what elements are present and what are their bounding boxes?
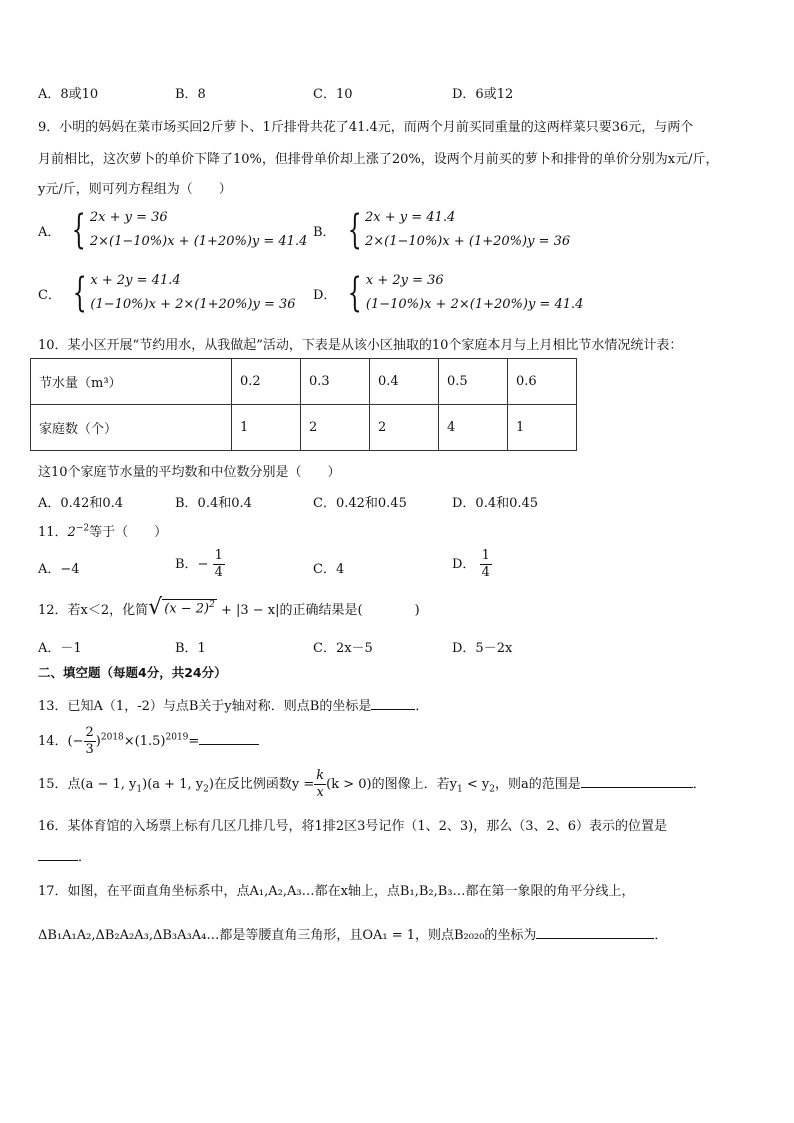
q10-question: 这10个家庭节水量的平均数和中位数分别是（ ） <box>38 465 341 480</box>
answer-blank[interactable] <box>371 695 415 710</box>
table-cell: 2 <box>370 405 439 451</box>
q11-options <box>38 548 758 588</box>
q10-option-d: D．0.4和0.45 <box>452 496 539 511</box>
q12-option-d: D．5－2x <box>452 641 513 656</box>
q9-b-eq1: 2x + y = 41.4 <box>365 210 456 225</box>
q8-option-b: B．8 <box>175 87 206 102</box>
table-cell: 1 <box>508 405 577 451</box>
q8-option-d: D．6或12 <box>452 87 514 102</box>
q12-option-c: C．2x－5 <box>313 641 373 656</box>
table-cell: 4 <box>439 405 508 451</box>
q9-b-eq2: 2×(1−10%)x + (1+20%)y = 36 <box>365 234 571 249</box>
answer-blank[interactable] <box>536 924 654 939</box>
answer-blank[interactable] <box>581 773 693 788</box>
brace-icon: { <box>72 270 87 316</box>
table-cell: 1 <box>232 405 301 451</box>
q11-option-c: C．4 <box>313 562 345 577</box>
q10-options <box>38 492 758 514</box>
table-cell: 0.3 <box>301 359 370 405</box>
brace-icon: { <box>348 270 363 316</box>
q12-options <box>38 637 758 659</box>
q9-option-b: B． { 2x + y = 41.4 2×(1−10%)x + (1+20%)y = 36 <box>313 207 571 253</box>
water-saving-table <box>30 358 577 451</box>
q9-option-a: A． { 2x + y = 36 2×(1−10%)x + (1+20%)y = 41.4 <box>38 207 308 253</box>
q10-stem: 10．某小区开展“节约用水，从我做起”活动，下表是从该小区抽取的10个家庭本月与上月相比节水情况统计表： <box>38 338 683 353</box>
answer-blank[interactable] <box>38 846 78 861</box>
brace-icon: { <box>72 207 87 253</box>
q8-option-a: A．8或10 <box>38 87 99 102</box>
q16-line-2: ． <box>38 846 91 865</box>
section-heading: 二、填空题（每题4分，共24分） <box>38 665 227 680</box>
q9-d-eq2: (1−10%)x + 2×(1+20%)y = 41.4 <box>365 297 584 312</box>
table-cell: 家庭数（个） <box>31 405 232 451</box>
q8-option-c: C．10 <box>313 87 353 102</box>
q12-option-a: A．－1 <box>38 641 82 656</box>
q8-options <box>38 83 758 105</box>
fraction: $\frac{1}{4}$ <box>214 548 223 580</box>
q11-option-d: D． $\frac{1}{4}$ <box>452 548 490 580</box>
q9-option-d: D． { x + 2y = 36 (1−10%)x + 2×(1+20%)y = 41.4 <box>313 270 584 316</box>
q13-stem: 13．已知A（1，-2）与点B关于y轴对称．则点B的坐标是 ． <box>38 695 428 714</box>
q9-a-eq1: 2x + y = 36 <box>89 210 168 225</box>
table-row <box>31 359 577 405</box>
fraction: $\frac{k}{x}$ <box>316 768 325 800</box>
table-row <box>31 405 577 451</box>
q9-line-2: 月前相比，这次萝卜的单价下降了10%，但排骨单价却上涨了20%，设两个月前买的萝卜和排骨的单价分别为x元/斤， <box>38 152 719 167</box>
q17-line-2: ΔB₁A₁A₂,ΔB₂A₂A₃,ΔB₃A₃A₄…都是等腰直角三角形，且OA₁ = 1，则点B₂₀₂₀的坐标为 ． <box>38 924 667 943</box>
q14-stem: 14．(− $\frac{2}{3}$ )$^{2018}\times(1.5)^{2019}=$ <box>38 725 259 758</box>
q16-line-1: 16．某体育馆的入场票上标有几区几排几号，将1排2区3号记作（1、2、3)，那么（3、2、6）表示的位置是 <box>38 819 668 834</box>
q9-line-1: 9．小明的妈妈在菜市场买回2斤萝卜、1斤排骨共花了41.4元，而两个月前买同重量的这两样菜只要36元，与两个 <box>38 120 694 135</box>
q9-line-3: y元/斤，则可列方程组为（ ） <box>38 182 232 197</box>
q9-c-eq2: (1−10%)x + 2×(1+20%)y = 36 <box>90 297 296 312</box>
table-cell: 0.2 <box>232 359 301 405</box>
q9-d-eq1: x + 2y = 36 <box>365 273 444 288</box>
q10-option-b: B．0.4和0.4 <box>175 496 252 511</box>
brace-icon: { <box>347 207 362 253</box>
table-cell: 0.4 <box>370 359 439 405</box>
q10-option-a: A．0.42和0.4 <box>38 496 124 511</box>
q11-stem: 11．$2^{-2}$等于（ ） <box>38 523 168 540</box>
sqrt-icon: √ $(x - 2)^2$ <box>148 595 215 620</box>
q9-option-c: C． { x + 2y = 41.4 (1−10%)x + 2×(1+20%)y = 36 <box>38 270 296 316</box>
q17-line-1: 17．如图，在平面直角坐标系中，点A₁,A₂,A₃…都在x轴上，点B₁,B₂,B₃…都在第一象限的角平分线上， <box>38 884 635 899</box>
q12-option-b: B．1 <box>175 641 206 656</box>
q11-option-a: A．−4 <box>38 562 80 577</box>
table-cell: 0.6 <box>508 359 577 405</box>
q15-stem: 15．点(a − 1, $y_1)(a + 1$, $y_2$)在反比例函数y = $\frac{k}{x}$ (k > 0)的图像上．若$y_1 < y_2$，则a的范围是 ． <box>38 768 706 800</box>
q9-c-eq1: x + 2y = 41.4 <box>90 273 181 288</box>
fraction: $\frac{2}{3}$ <box>85 725 94 757</box>
fraction: $\frac{1}{4}$ <box>481 548 490 580</box>
q10-option-c: C．0.42和0.45 <box>313 496 407 511</box>
q11-option-b: B．− $\frac{1}{4}$ <box>175 548 223 580</box>
q12-stem: 12．若x＜2，化简 √ $(x - 2)^2$ + |3 − x|的正确结果是( ) <box>38 595 420 620</box>
table-cell: 0.5 <box>439 359 508 405</box>
table-cell: 节水量（m³） <box>31 359 232 405</box>
table-cell: 2 <box>301 405 370 451</box>
q9-a-eq2: 2×(1−10%)x + (1+20%)y = 41.4 <box>89 234 308 249</box>
answer-blank[interactable] <box>199 730 259 745</box>
